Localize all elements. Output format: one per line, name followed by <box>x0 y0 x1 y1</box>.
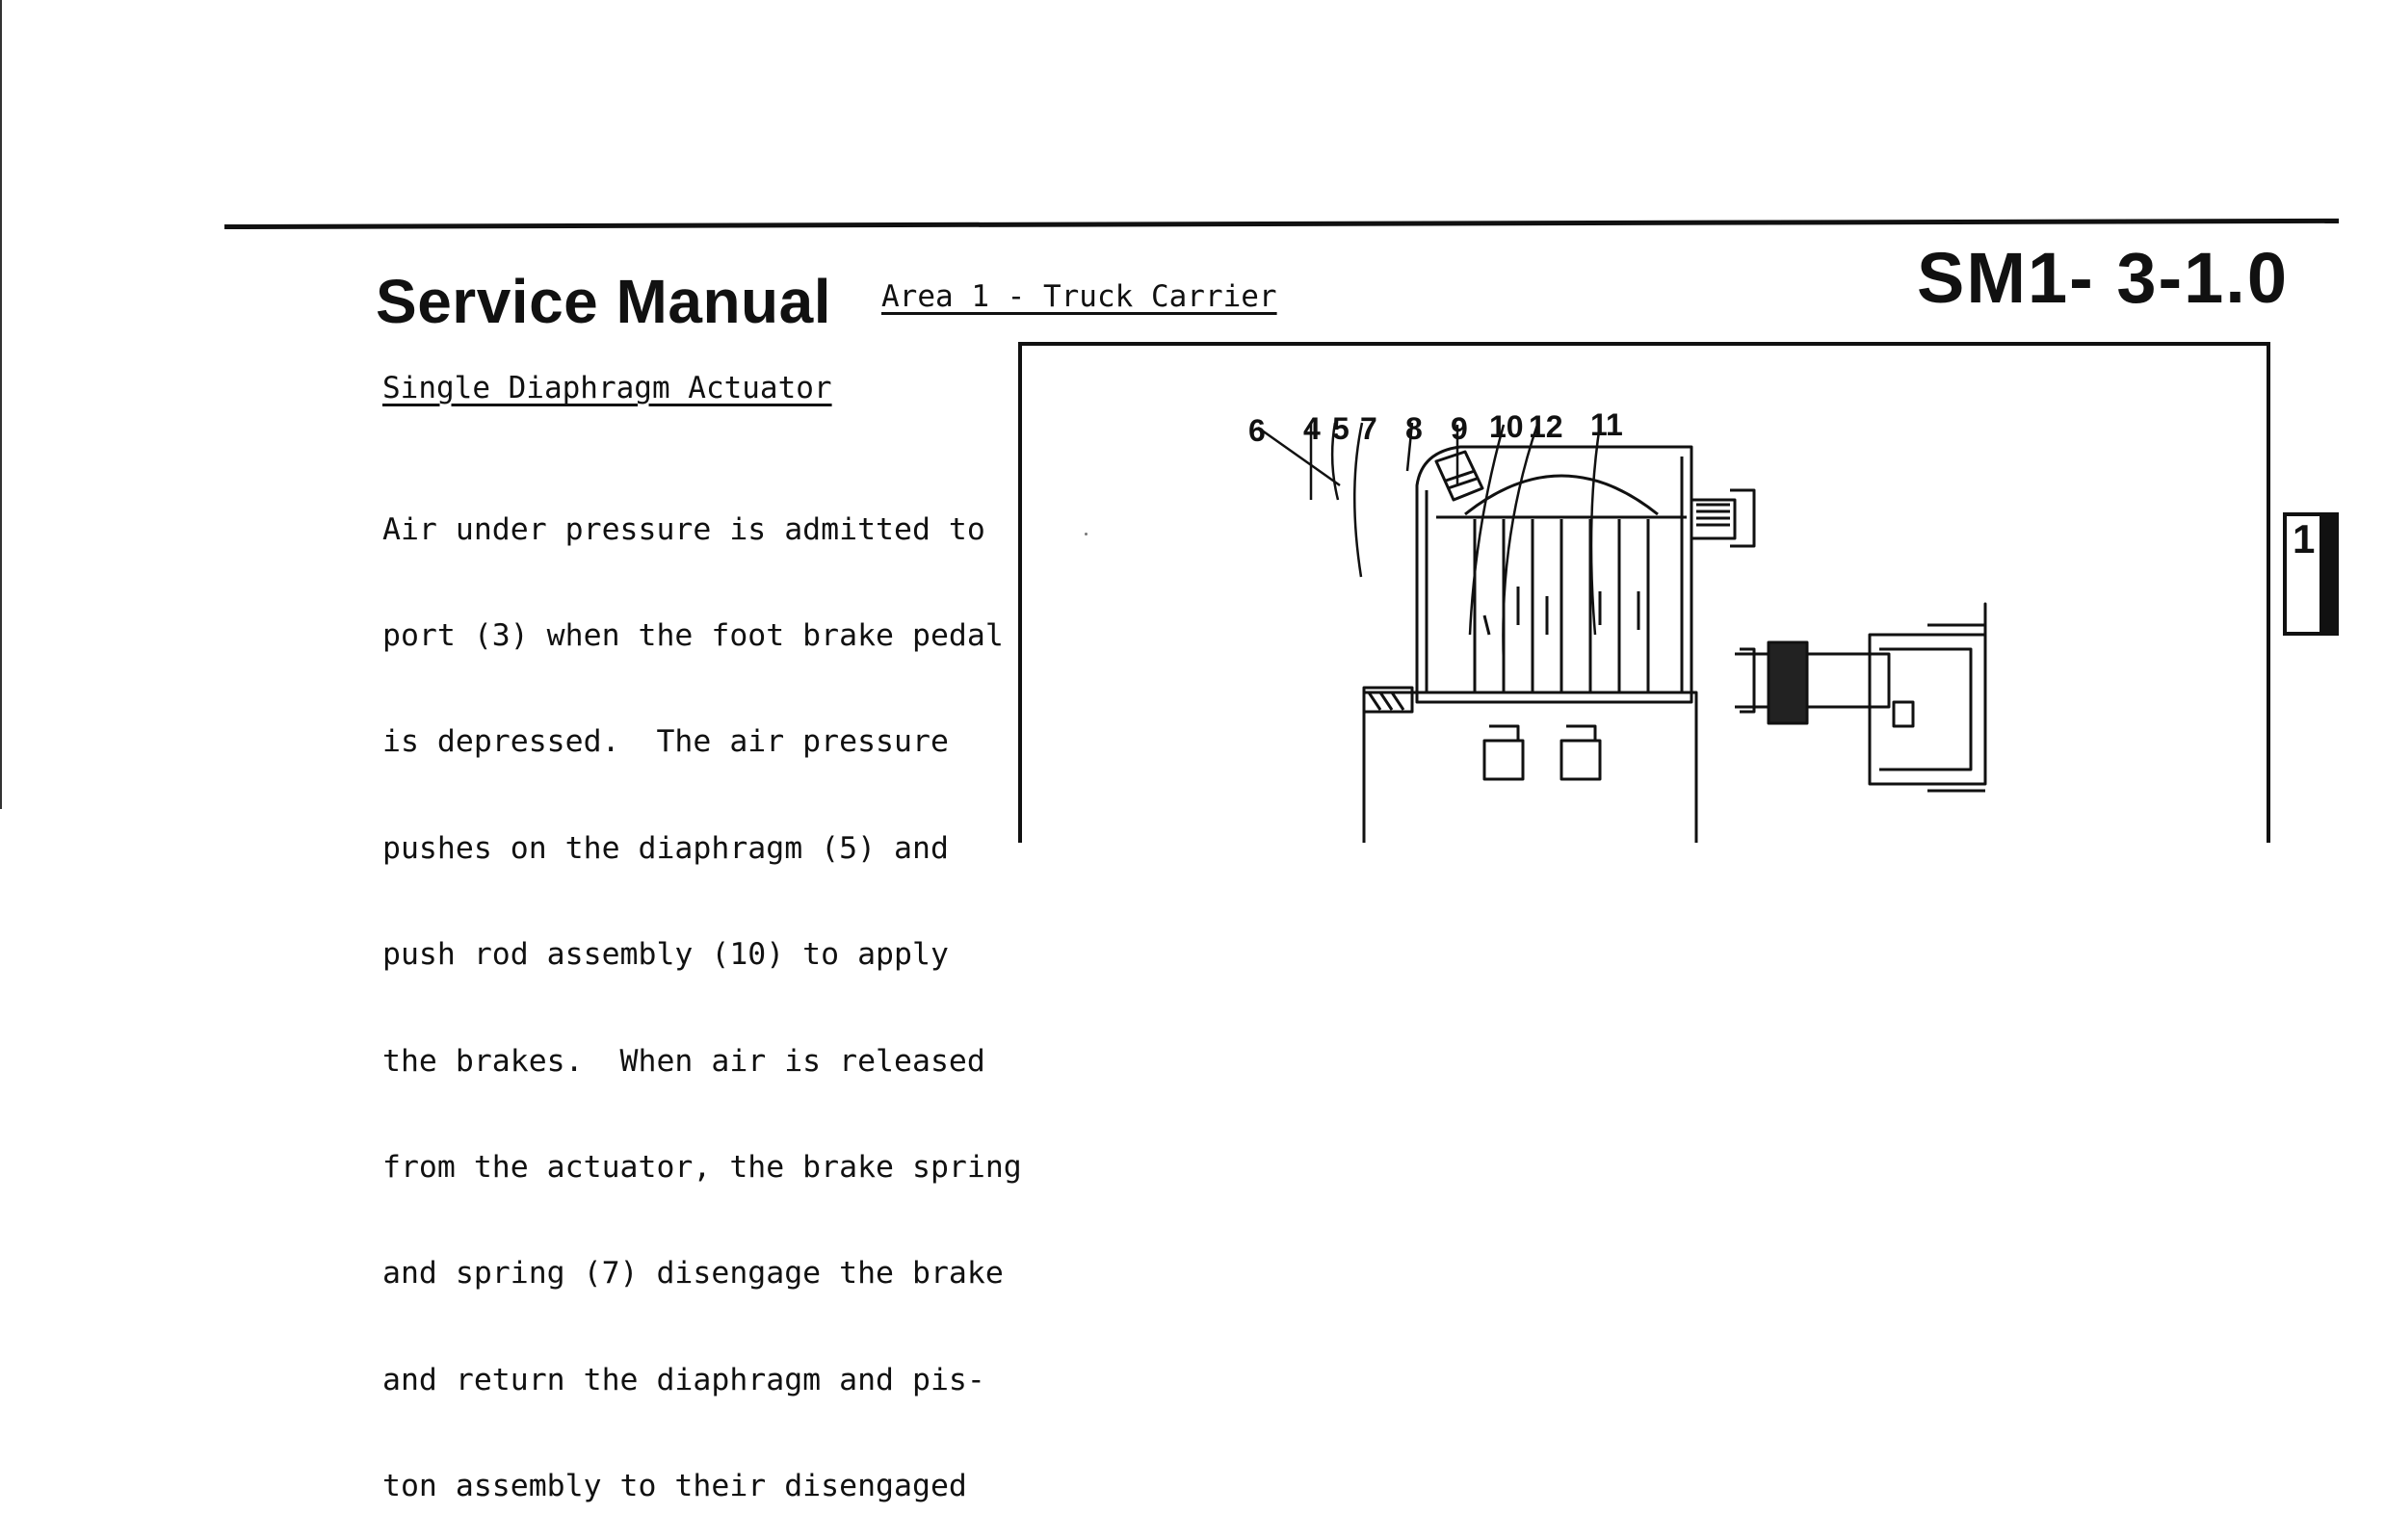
page-left-edge <box>0 0 2 809</box>
document-code: SM1- 3-1.0 <box>1916 238 2289 318</box>
callout-12: 12 <box>1529 409 1563 444</box>
section-heading: Single Diaphragm Actuator <box>382 371 832 405</box>
body-line: ton assembly to their disengaged <box>382 1469 967 1504</box>
section-tab <box>2283 512 2339 636</box>
body-text <box>382 441 1022 1540</box>
callout-9: 9 <box>1451 411 1468 446</box>
body-line: pushes on the diaphragm (5) and <box>382 830 949 866</box>
callout-7: 7 <box>1360 411 1377 446</box>
callout-5: 5 <box>1332 411 1350 446</box>
body-line: and spring (7) disengage the brake <box>382 1256 1004 1292</box>
body-line: push rod assembly (10) to apply <box>382 937 949 973</box>
body-line: is depressed. The air pressure <box>382 724 949 760</box>
section-tab-number: 1 <box>2293 516 2316 561</box>
body-line: the brakes. When air is released <box>382 1043 985 1079</box>
body-line: port (3) when the foot brake pedal <box>382 617 1004 653</box>
callout-11: 11 <box>1590 407 1623 442</box>
header-rule <box>224 219 2339 229</box>
actuator-diagram <box>1022 346 2270 843</box>
callout-4: 4 <box>1303 411 1321 446</box>
figure-frame <box>1018 342 2270 843</box>
actuator-base <box>1364 692 1696 843</box>
callout-10: 10 <box>1489 409 1524 444</box>
body-line: and return the diaphragm and pis- <box>382 1362 985 1397</box>
push-rod <box>1735 654 1889 707</box>
body-line: from the actuator, the brake spring <box>382 1149 1022 1185</box>
callout-6: 6 <box>1248 413 1266 448</box>
clevis <box>1870 604 1985 784</box>
section-tab-bar <box>2319 516 2339 632</box>
rod-nut <box>1769 642 1807 723</box>
body-line: Air under pressure is admitted to <box>382 511 985 547</box>
callout-8: 8 <box>1405 411 1423 446</box>
page-title: Service Manual <box>376 267 831 336</box>
area-label: Area 1 - Truck Carrier <box>881 279 1277 314</box>
